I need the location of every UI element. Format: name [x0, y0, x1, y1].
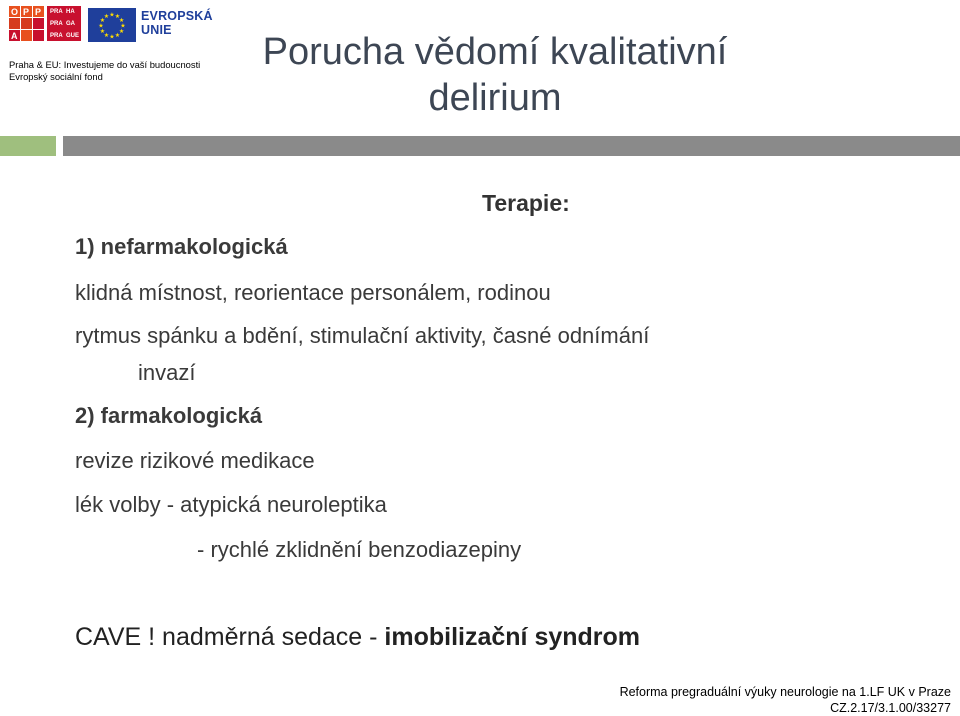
praha-line-2: HA	[66, 9, 75, 15]
section2-item-2: lék volby - atypická neuroleptika	[75, 492, 387, 517]
opp-praha-logo	[9, 6, 81, 42]
section1-item-2: rytmus spánku a bdění, stimulační aktivity, časné odnímání	[75, 323, 650, 348]
title-line1: Porucha vědomí kvalitativní	[262, 31, 728, 73]
eu-star-icon: ★	[98, 23, 104, 30]
opp-letter-2: P	[23, 7, 30, 17]
praha-line-4: GA	[66, 21, 75, 27]
eu-star-icon: ★	[109, 12, 115, 19]
section1-item-1: klidná místnost, reorientace personálem, rodinou	[75, 280, 551, 305]
eu-flag-icon	[88, 8, 136, 42]
opp-logo-graphic	[9, 6, 81, 42]
section1-title: 1) nefarmakologická	[75, 234, 288, 259]
eu-stars-graphic	[88, 8, 136, 42]
slogan-line1: Praha & EU: Investujeme do vaší budoucnosti	[9, 59, 201, 70]
eu-label-line1: EVROPSKÁ	[141, 9, 213, 23]
section2-item-1: revize rizikové medikace	[75, 448, 315, 473]
accent-bar-gray	[63, 136, 960, 156]
opp-letter-1: O	[11, 7, 19, 17]
cave-emphasis: imobilizační syndrom	[384, 623, 641, 651]
cave-warning	[75, 623, 640, 652]
praha-line-1: PRA	[50, 9, 63, 15]
eu-star-icon: ★	[109, 34, 115, 41]
praha-line-3: PRA	[50, 21, 63, 27]
footer	[620, 684, 951, 716]
section1-item-2-continuation: invazí	[138, 360, 196, 385]
opp-letter-4: A	[11, 31, 18, 41]
eu-star-icon: ★	[118, 18, 125, 24]
slogan	[9, 59, 200, 83]
eu-star-icon: ★	[103, 13, 110, 20]
eu-star-icon: ★	[118, 29, 125, 35]
cave-prefix: CAVE ! nadměrná sedace -	[75, 623, 385, 651]
title-line2: delirium	[428, 77, 562, 119]
section2-title: 2) farmakologická	[75, 403, 263, 428]
eu-star-icon: ★	[99, 18, 106, 24]
therapy-heading: Terapie:	[482, 190, 570, 216]
eu-label-line2: UNIE	[141, 23, 172, 37]
eu-star-icon: ★	[114, 33, 121, 40]
praha-line-5: PRA	[50, 33, 63, 39]
opp-letter-3: P	[35, 7, 42, 17]
section2-item-3: - rychlé zklidnění benzodiazepiny	[197, 537, 522, 562]
slogan-line2: Evropský sociální fond	[9, 71, 103, 82]
slide-title	[210, 29, 780, 121]
eu-star-icon: ★	[114, 13, 121, 20]
eu-star-icon: ★	[103, 33, 110, 40]
eu-star-icon: ★	[120, 23, 126, 30]
accent-bar-green	[0, 136, 56, 156]
footer-line1: Reforma pregraduální výuky neurologie na 1.LF UK v Praze	[619, 685, 951, 699]
praha-line-6: GUE	[66, 33, 80, 39]
eu-label	[141, 9, 213, 37]
footer-line2: CZ.2.17/3.1.00/33277	[830, 701, 951, 715]
eu-star-icon: ★	[99, 29, 106, 35]
